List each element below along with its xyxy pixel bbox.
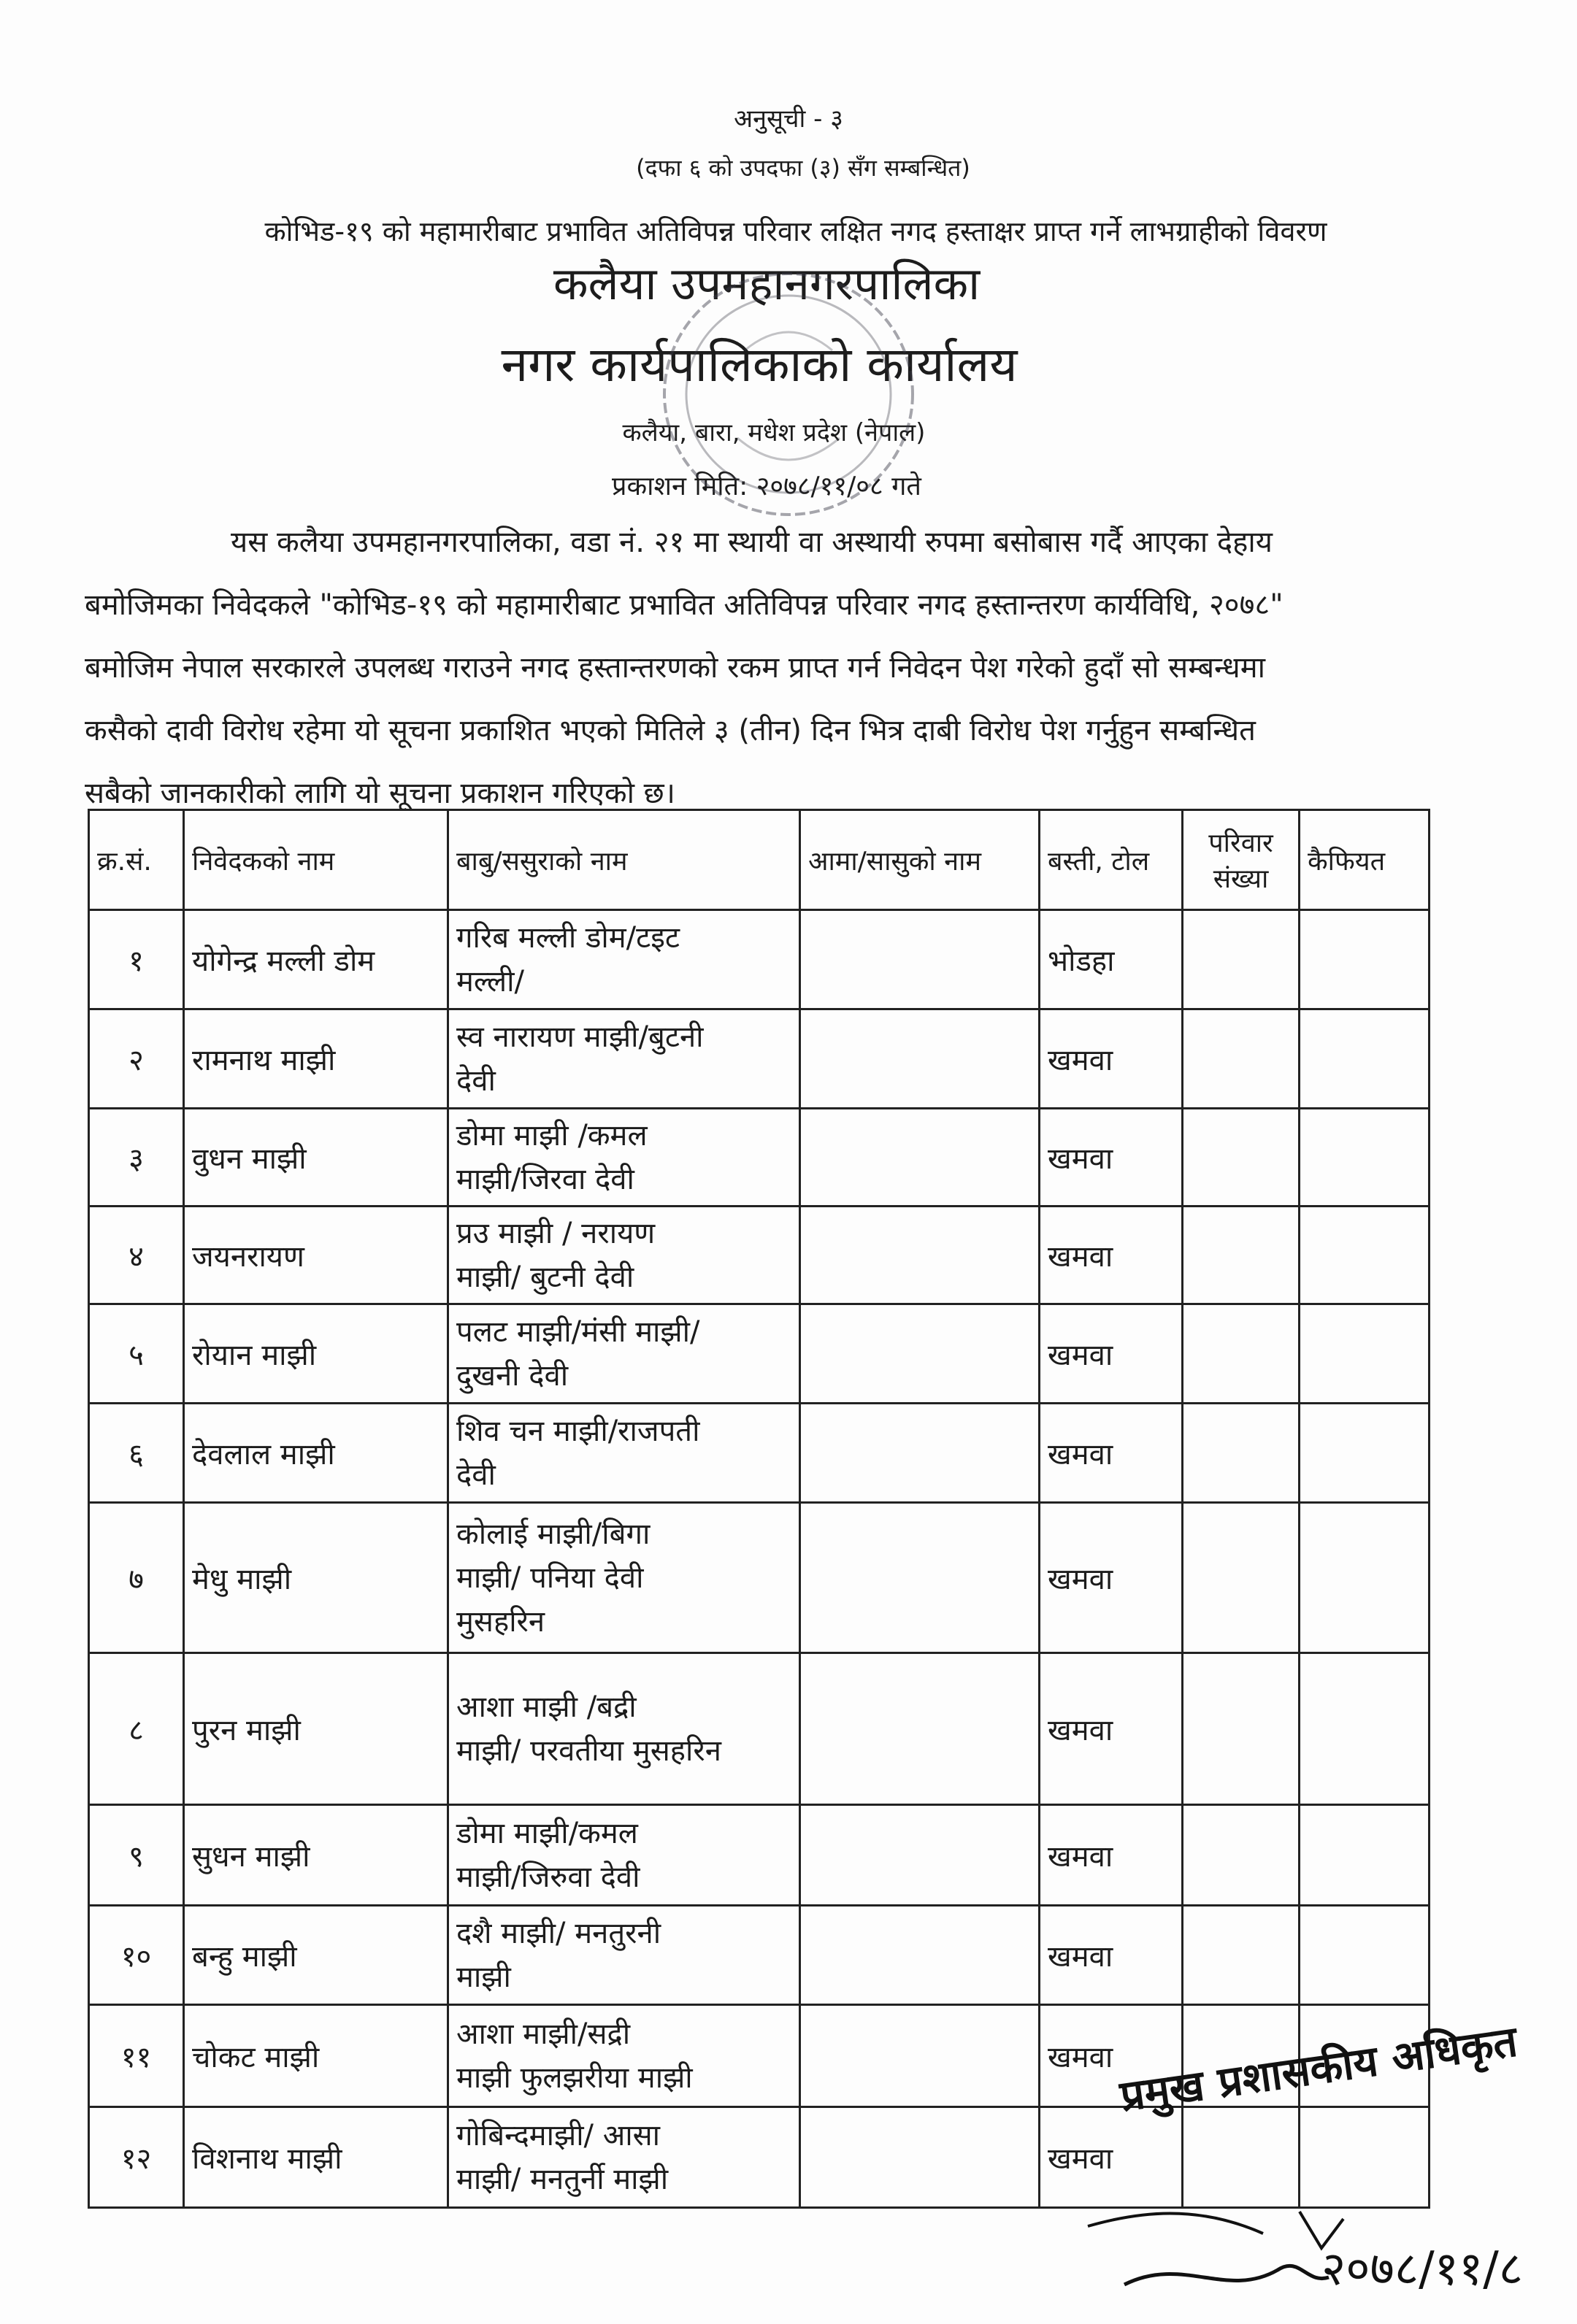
cell-mother <box>800 1404 1040 1503</box>
cell-father <box>448 1109 800 1207</box>
father-line: आशा माझी/सद्री <box>456 2017 631 2051</box>
signatory-title: प्रमुख प्रशासकीय अधिकृत <box>1117 2016 1521 2122</box>
cell-applicant: चोकट माझी <box>184 2005 448 2107</box>
father-line: डोमा माझी/कमल <box>456 1816 638 1850</box>
office-stamp-seal <box>635 248 942 540</box>
cell-applicant: विशनाथ माझी <box>184 2107 448 2208</box>
cell-remarks <box>1300 1304 1430 1404</box>
cell-settlement: खमवा <box>1040 1805 1183 1906</box>
table-row <box>89 1009 1430 1109</box>
cell-father <box>448 1906 800 2005</box>
cell-family <box>1183 1009 1300 1109</box>
father-line: गरिब मल्ली डोम/टइट <box>456 920 680 955</box>
cell-father <box>448 2005 800 2107</box>
cell-mother <box>800 1207 1040 1304</box>
header-father: बाबु/ससुराको नाम <box>448 810 800 910</box>
handwritten-signature <box>1081 2182 1548 2321</box>
cell-family <box>1183 910 1300 1009</box>
cell-settlement: खमवा <box>1040 2107 1183 2208</box>
cell-settlement: खमवा <box>1040 1404 1183 1503</box>
cell-applicant: बन्हु माझी <box>184 1906 448 2005</box>
cell-family <box>1183 1404 1300 1503</box>
cell-father <box>448 1404 800 1503</box>
cell-remarks <box>1300 1503 1430 1653</box>
header-remarks: कैफियत <box>1300 810 1430 910</box>
cell-settlement: खमवा <box>1040 1906 1183 2005</box>
table-row <box>89 1653 1430 1805</box>
cell-settlement: खमवा <box>1040 1653 1183 1805</box>
father-line: प्रउ माझी / नरायण <box>456 1216 656 1250</box>
cell-mother <box>800 910 1040 1009</box>
cell-applicant: जयनरायण <box>184 1207 448 1304</box>
cell-remarks <box>1300 1653 1430 1805</box>
table-row <box>89 1109 1430 1207</box>
notice-line: सबैको जानकारीको लागि यो सूचना प्रकाशन गरिएको छ। <box>85 777 675 810</box>
cell-mother <box>800 1304 1040 1404</box>
father-line: स्व नारायण माझी/बुटनी <box>456 1020 704 1054</box>
cell-applicant: मेधु माझी <box>184 1503 448 1653</box>
cell-remarks <box>1300 910 1430 1009</box>
cell-sn: ६ <box>89 1404 184 1503</box>
office-name: नगर कार्यपालिकाको कार्यालय <box>501 336 1018 393</box>
table-row <box>89 910 1430 1009</box>
father-line: देवी <box>456 1063 496 1098</box>
cell-mother <box>800 1906 1040 2005</box>
cell-father <box>448 1207 800 1304</box>
cell-settlement: खमवा <box>1040 1207 1183 1304</box>
cell-remarks <box>1300 1404 1430 1503</box>
father-line: माझी/जिरुवा देवी <box>456 1860 640 1894</box>
cell-applicant: रोयान माझी <box>184 1304 448 1404</box>
cell-father <box>448 2107 800 2208</box>
father-line: माझी/ परवतीया मुसहरिन <box>456 1734 721 1768</box>
cell-sn: ४ <box>89 1207 184 1304</box>
father-line: पलट माझी/मंसी माझी/ <box>456 1315 700 1349</box>
cell-remarks <box>1300 1009 1430 1109</box>
cell-sn: १२ <box>89 2107 184 2208</box>
cell-mother <box>800 1805 1040 1906</box>
header-mother: आमा/सासुको नाम <box>800 810 1040 910</box>
header-settlement: बस्ती, टोल <box>1040 810 1183 910</box>
cell-father <box>448 1304 800 1404</box>
cell-settlement: खमवा <box>1040 1009 1183 1109</box>
cell-sn: १ <box>89 910 184 1009</box>
father-line: माझी फुलझरीया माझी <box>456 2061 693 2095</box>
father-line: दुखनी देवी <box>456 1358 569 1393</box>
cell-mother <box>800 1109 1040 1207</box>
office-address: कलैया, बारा, मधेश प्रदेश (नेपाल) <box>622 418 926 447</box>
cell-applicant: योगेन्द्र मल्ली डोम <box>184 910 448 1009</box>
cell-settlement: भोडहा <box>1040 910 1183 1009</box>
cell-applicant: देवलाल माझी <box>184 1404 448 1503</box>
cell-remarks <box>1300 1906 1430 2005</box>
cell-mother <box>800 2005 1040 2107</box>
cell-settlement: खमवा <box>1040 1109 1183 1207</box>
cell-father <box>448 1805 800 1906</box>
father-line: गोबिन्दमाझी/ आसा <box>456 2118 661 2152</box>
cell-applicant: पुरन माझी <box>184 1653 448 1805</box>
father-line: मुसहरिन <box>456 1604 545 1639</box>
notice-line: बमोजिम नेपाल सरकारले उपलब्ध गराउने नगद हस्तान्तरणको रकम प्राप्त गर्न निवेदन पेश गरेको हुदाँ सो सम्बन्धमा <box>85 651 1266 685</box>
father-line: शिव चन माझी/राजपती <box>456 1414 700 1448</box>
notice-line: यस कलैया उपमहानगरपालिका, वडा नं. २१ मा स्थायी वा अस्थायी रुपमा बसोबास गर्दै आएका देहाय <box>231 526 1273 559</box>
table-row <box>89 1805 1430 1906</box>
cell-settlement: खमवा <box>1040 1304 1183 1404</box>
cell-father <box>448 1503 800 1653</box>
table-row <box>89 1207 1430 1304</box>
notice-line: बमोजिमका निवेदकले "कोभिड-१९ को महामारीबाट प्रभावित अतिविपन्न परिवार नगद हस्तान्तरण कार्यविधि, २०७८" <box>85 588 1284 622</box>
beneficiary-table <box>88 809 1430 2209</box>
notice-paragraph <box>85 511 1399 825</box>
section-reference: (दफा ६ को उपदफा (३) सँग सम्बन्धित) <box>636 154 970 182</box>
header-applicant: निवेदकको नाम <box>184 810 448 910</box>
cell-remarks <box>1300 1805 1430 1906</box>
signature-date: २०७८/११/८ <box>1321 2242 1524 2296</box>
father-line: देवी <box>456 1458 496 1492</box>
father-line: माझी/ मनतुर्नी माझी <box>456 2162 669 2196</box>
father-line: आशा माझी /बद्री <box>456 1690 637 1724</box>
cell-family <box>1183 1207 1300 1304</box>
cell-family <box>1183 1109 1300 1207</box>
cell-applicant: वुधन माझी <box>184 1109 448 1207</box>
father-line: माझी/जिरवा देवी <box>456 1162 634 1196</box>
cell-settlement: खमवा <box>1040 2005 1183 2107</box>
table-row <box>89 1503 1430 1653</box>
cell-sn: ९ <box>89 1805 184 1906</box>
father-line: डोमा माझी /कमल <box>456 1118 648 1153</box>
father-line: दशै माझी/ मनतुरनी <box>456 1916 661 1950</box>
father-line: मल्ली/ <box>456 964 524 999</box>
father-line: माझी/ बुटनी देवी <box>456 1260 634 1294</box>
cell-applicant: रामनाथ माझी <box>184 1009 448 1109</box>
cell-sn: ८ <box>89 1653 184 1805</box>
cell-sn: २ <box>89 1009 184 1109</box>
cell-mother <box>800 1009 1040 1109</box>
cell-father <box>448 1009 800 1109</box>
cell-family <box>1183 1805 1300 1906</box>
table-row <box>89 1906 1430 2005</box>
cell-mother <box>800 1503 1040 1653</box>
cell-family <box>1183 1906 1300 2005</box>
father-line: कोलाई माझी/बिगा <box>456 1517 651 1551</box>
cell-mother <box>800 1653 1040 1805</box>
cell-settlement: खमवा <box>1040 1503 1183 1653</box>
cell-sn: ११ <box>89 2005 184 2107</box>
cell-family <box>1183 1304 1300 1404</box>
header-family: परिवार संख्या <box>1183 810 1300 910</box>
father-line: माझी/ पनिया देवी <box>456 1561 644 1595</box>
cell-remarks <box>1300 1207 1430 1304</box>
cell-sn: १० <box>89 1906 184 2005</box>
cell-sn: ७ <box>89 1503 184 1653</box>
cell-remarks <box>1300 1109 1430 1207</box>
cell-sn: ५ <box>89 1304 184 1404</box>
table-row <box>89 1304 1430 1404</box>
cell-family <box>1183 1653 1300 1805</box>
municipality-name: कलैया उपमहानगरपालिका <box>553 257 981 310</box>
document-heading: कोभिड-१९ को महामारीबाट प्रभावित अतिविपन्न परिवार लक्षित नगद हस्ताक्षर प्राप्त गर्ने लाभग्राहीको विवरण <box>264 215 1327 247</box>
cell-sn: ३ <box>89 1109 184 1207</box>
father-line: माझी <box>456 1960 511 1994</box>
publication-date: प्रकाशन मिति: २०७८/११/०८ गते <box>612 472 921 501</box>
notice-line: कसैको दावी विरोध रहेमा यो सूचना प्रकाशित भएको मितिले ३ (तीन) दिन भित्र दाबी विरोध पेश गर्नुहुन सम्बन्धित <box>85 714 1256 747</box>
cell-father <box>448 1653 800 1805</box>
header-sn: क्र.सं. <box>89 810 184 910</box>
table-header-row <box>89 810 1430 910</box>
cell-family <box>1183 1503 1300 1653</box>
cell-mother <box>800 2107 1040 2208</box>
schedule-label: अनुसूची - ३ <box>734 104 843 134</box>
cell-applicant: सुधन माझी <box>184 1805 448 1906</box>
cell-father <box>448 910 800 1009</box>
table-row <box>89 1404 1430 1503</box>
